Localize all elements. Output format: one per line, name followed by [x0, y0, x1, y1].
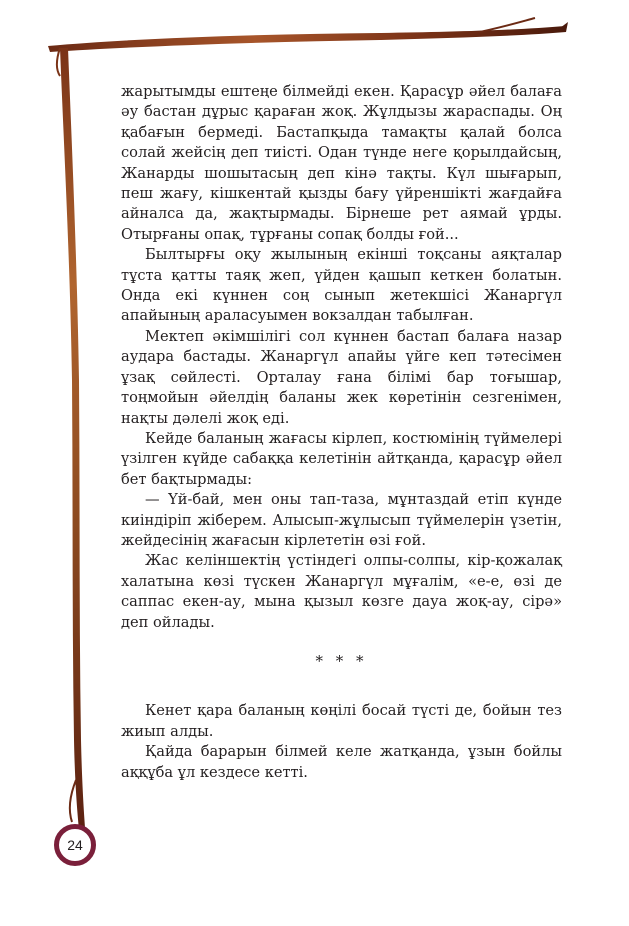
paragraph: жарытымды ештеңе білмейді екен. Қарасұр әйел балаға әу бастан дұрыс қараған жоқ. Жұлдызы жараспады. Оң қабағын бермеді. Бастапқыда тамақты қалай болса солай жейсің деп тиісті. Одан түнде неге қорылдайсың, Жанарды шошытасың деп кінә тақты. Күл шығарып, пеш жағу, кішкентай қызды бағу үйреншікті жағдайға айналса да, жақтырмады. Бірнеше рет аямай ұрды. Отырғаны опақ, тұрғаны сопақ болды ғой...: [121, 83, 562, 243]
paragraph: Жас келіншектің үстіндегі олпы-солпы, кір-қожалақ халатына көзі түскен Жанаргүл мұғалім, «е-е, өзі де саппас екен-ау, мына қызыл көзге дауа жоқ-ау, сірә» деп ойлады.: [121, 552, 562, 631]
paragraph: Кенет қара баланың көңілі босай түсті де, бойын тез жиып алды.: [121, 702, 562, 740]
paragraph: Былтырғы оқу жылының екінші тоқсаны аяқталар тұста қатты таяқ жеп, үйден қашып кеткен болатын. Онда екі күннен соң сынып жетекшісі Жанаргүл апайының араласуымен вокзалдан табылған.: [121, 246, 562, 325]
paragraph: Қайда барарын білмей келе жатқанда, ұзын бойлы аққұба ұл кездесе кетті.: [121, 743, 562, 781]
paragraph: Кейде баланың жағасы кірлеп, костюмінің түймелері үзілген күйде сабаққа келетінін айтқанда, қарасұр әйел бет бақтырмады:: [121, 429, 562, 488]
left-branch: [60, 48, 86, 840]
paragraph: Мектеп әкімшілігі сол күннен бастап балаға назар аудара бастады. Жанаргүл апайы үйге кеп тәтесімен ұзақ сөйлесті. Орталау ғана білімі бар тоғышар, тоңмойын әйелдің баланы жек көретінін сезгенімен, нақты дәлелі жоқ еді.: [121, 327, 562, 427]
page-number: [54, 824, 96, 866]
page-text: [121, 82, 562, 783]
section-separator: * * *: [315, 651, 368, 670]
page-number-label: 24: [67, 837, 83, 853]
paragraph: — Үй-бай, мен оны тап-таза, мұнтаздай етіп күнде киіндіріп жіберем. Алысып-жұлысып түймелерін үзетін, жейдесінің жағасын кірлететін өзі ғой.: [121, 491, 562, 549]
